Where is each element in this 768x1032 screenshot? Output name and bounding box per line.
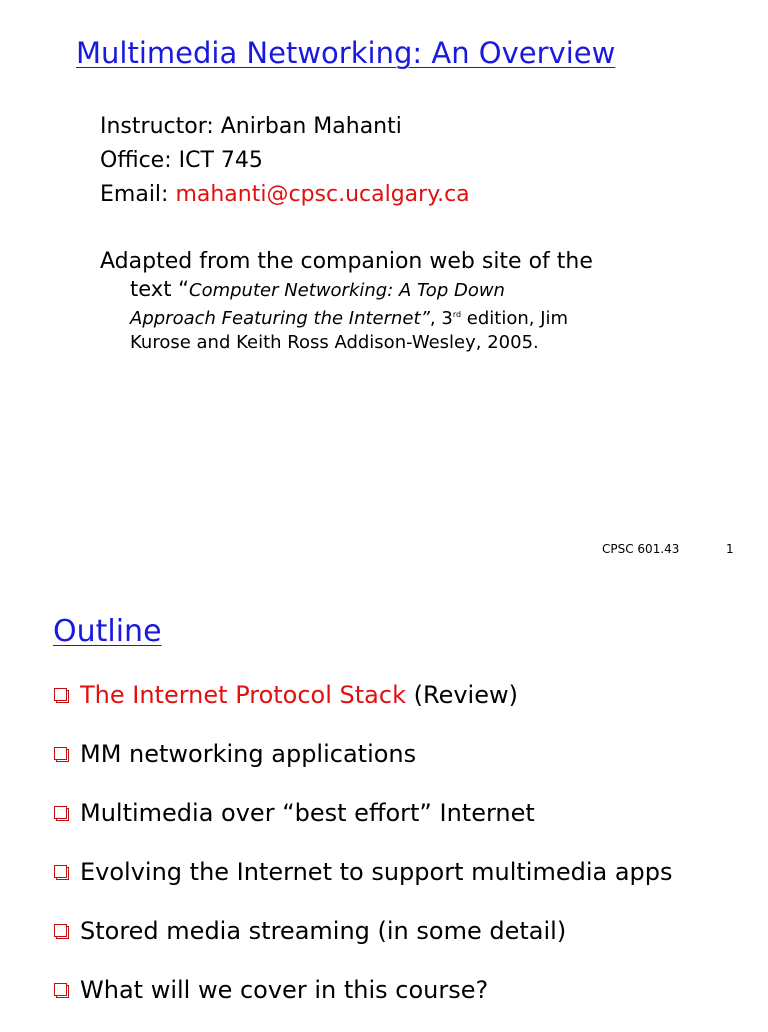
text-word: text “ (130, 277, 190, 301)
book-title-part1: Computer Networking: A Top Down (189, 280, 505, 301)
slide-2 (0, 584, 768, 1024)
contact-info (100, 110, 470, 212)
footer-page-number: 1 (726, 542, 734, 556)
email-link[interactable]: mahanti@cpsc.ucalgary.ca (175, 182, 470, 207)
item-text: MM networking applications (80, 740, 417, 768)
instructor-line: Instructor: Anirban Mahanti (100, 114, 402, 139)
attribution-citation (130, 277, 660, 355)
square-bullet-icon (54, 688, 67, 701)
list-item (54, 855, 754, 889)
outline-title: Outline (53, 614, 162, 649)
email-label: Email: (100, 182, 176, 207)
list-item (54, 973, 754, 1007)
edition-prefix: , 3 (429, 308, 453, 329)
slide-1-title: Multimedia Networking: An Overview (76, 36, 616, 70)
list-item (54, 678, 754, 712)
list-item (54, 737, 754, 771)
item-text: Stored media streaming (in some detail) (80, 917, 567, 945)
list-item (54, 796, 754, 830)
item-text: Evolving the Internet to support multimedia apps (80, 858, 673, 886)
item-text: Multimedia over “best effort” Internet (80, 799, 535, 827)
list-item (54, 914, 754, 948)
attribution-line: Adapted from the companion web site of the (100, 249, 593, 274)
edition-superscript: rd (452, 310, 462, 319)
email-line (100, 178, 470, 212)
outline-list (54, 678, 754, 1032)
item-text: (Review) (405, 681, 518, 709)
square-bullet-icon (54, 924, 67, 937)
book-title-part2: Approach Featuring the Internet” (130, 308, 430, 329)
attribution (100, 247, 660, 355)
item-highlight: The Internet Protocol Stack (80, 681, 406, 709)
authors-line: Kurose and Keith Ross Addison-Wesley, 2005. (130, 332, 539, 353)
square-bullet-icon (54, 983, 67, 996)
square-bullet-icon (54, 865, 67, 878)
square-bullet-icon (54, 806, 67, 819)
item-text: What will we cover in this course? (80, 976, 489, 1004)
office-line: Office: ICT 745 (100, 148, 263, 173)
square-bullet-icon (54, 747, 67, 760)
edition-suffix: edition, Jim (461, 308, 569, 329)
footer-course: CPSC 601.43 (602, 542, 680, 556)
